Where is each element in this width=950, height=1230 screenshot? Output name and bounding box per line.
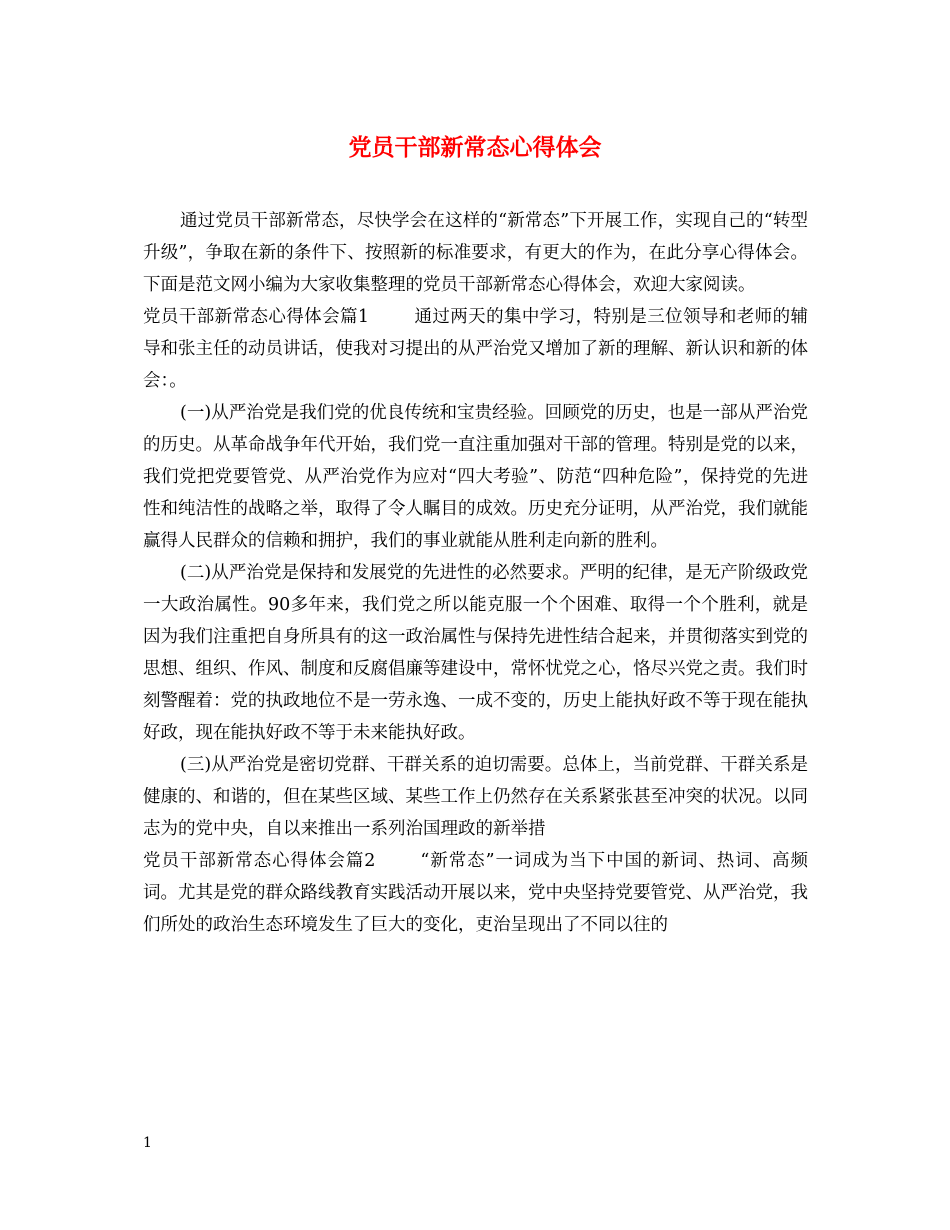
section1-paragraph [143, 301, 808, 397]
section2-paragraph [143, 845, 808, 941]
document-title: 党员干部新常态心得体会 [348, 135, 602, 161]
point3-paragraph: (三)从严治党是密切党群、干群关系的迫切需要。总体上，当前党群、干群关系是健康的、和谐的，但在某些区域、某些工作上仍然存在关系紧张甚至冲突的状况。以同志为的党中央，自以来推出一系列治国理政的新举措 [143, 755, 808, 839]
section1-heading: 党员干部新常态心得体会篇1 [143, 307, 370, 327]
section1-lead: 通过两天的集中学习，特别是三位领导和老师的辅导和张主任的动员讲话，使我对习提出的从严治党又增加了新的理解、新认识和新的体会：。 [143, 307, 808, 391]
document-body [143, 205, 808, 941]
section2-lead: “新常态”一词成为当下中国的新词、热词、高频词。尤其是党的群众路线教育实践活动开展以来，党中央坚持党要管党、从严治党，我们所处的政治生态环境发生了巨大的变化，吏治呈现出了不同以往的 [143, 851, 808, 935]
section2-heading: 党员干部新常态心得体会篇2 [143, 851, 376, 871]
point2-paragraph: (二)从严治党是保持和发展党的先进性的必然要求。严明的纪律，是无产阶级政党一大政治属性。90多年来，我们党之所以能克服一个个困难、取得一个个胜利，就是因为我们注重把自身所具有的这一政治属性与保持先进性结合起来，并贯彻落实到党的思想、组织、作风、制度和反腐倡廉等建设中，常怀忧党之心，恪尽兴党之责。我们时刻警醒着：党的执政地位不是一劳永逸、一成不变的，历史上能执好政不等于现在能执好政，现在能执好政不等于未来能执好政。 [143, 563, 808, 743]
intro-paragraph: 通过党员干部新常态，尽快学会在这样的“新常态”下开展工作，实现自己的“转型升级”，争取在新的条件下、按照新的标准要求，有更大的作为，在此分享心得体会。下面是范文网小编为大家收集整理的党员干部新常态心得体会，欢迎大家阅读。 [143, 211, 808, 295]
page-number: 1 [143, 1135, 152, 1151]
point1-paragraph: (一)从严治党是我们党的优良传统和宝贵经验。回顾党的历史，也是一部从严治党的历史。从革命战争年代开始，我们党一直注重加强对干部的管理。特别是党的以来，我们党把党要管党、从严治党作为应对“四大考验”、防范“四种危险”，保持党的先进性和纯洁性的战略之举，取得了令人瞩目的成效。历史充分证明，从严治党，我们就能赢得人民群众的信赖和拥护，我们的事业就能从胜利走向新的胜利。 [143, 403, 808, 551]
